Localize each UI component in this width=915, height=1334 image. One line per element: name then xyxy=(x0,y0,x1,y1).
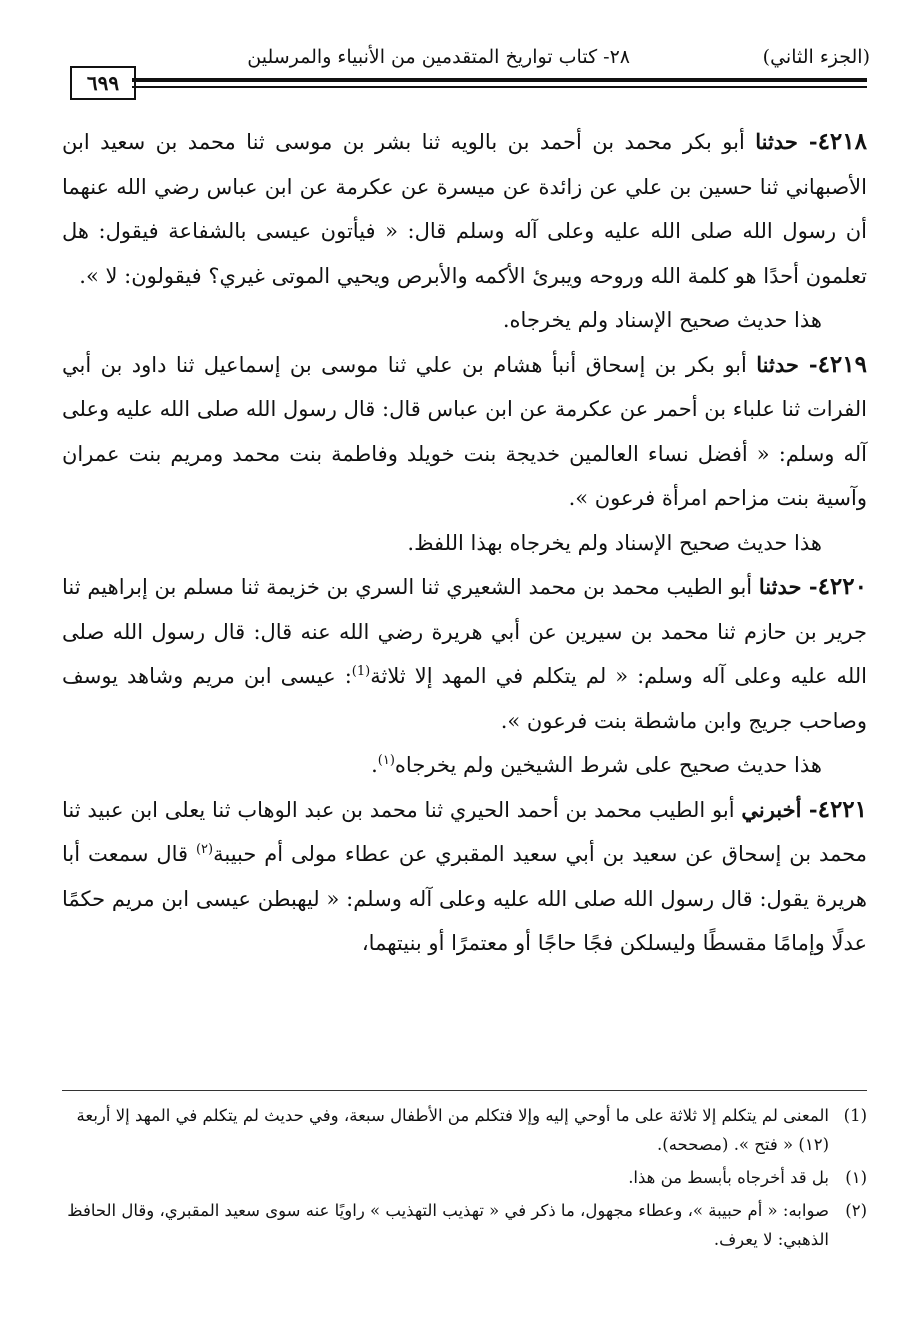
verdict-end: . xyxy=(371,753,378,777)
footnote-mark: (١) xyxy=(845,1168,867,1187)
footnote-ref: (1) xyxy=(351,664,371,679)
footnote-text: بل قد أخرجاه بأبسط من هذا. xyxy=(628,1168,829,1187)
narration-keyword: حدثنا xyxy=(756,351,799,377)
hadith-text: أبو بكر محمد بن أحمد بن بالويه ثنا بشر بن موسى ثنا محمد بن سعيد ابن الأصبهاني ثنا حسين بن علي عن زائدة عن ميسرة عن عكرمة عن ابن عباس رضي الله عنهما أن رسول الله صلى الله عليه وعلى آله وسلم قال: « فيأتون عيسى بالشفاعة فيقول: هل تعلمون أحدًا هو كلمة الله وروحه ويبرئ الأكمه والأبرص ويحيي الموتى غيري؟ فيقولون: لا ». xyxy=(62,130,867,288)
footnote-ref: (٢) xyxy=(195,842,214,857)
narration-keyword: أخبرني xyxy=(741,796,802,822)
verdict-text: هذا حديث صحيح على شرط الشيخين ولم يخرجاه xyxy=(394,753,822,777)
footnote-text: المعنى لم يتكلم إلا ثلاثة على ما أوحي إليه وإلا فتكلم من الأطفال سبعة، وفي حديث لم يتكلم في المهد إلا أربعة (١٢) « فتح ». (مصححه). xyxy=(76,1106,829,1154)
footnotes xyxy=(62,1101,867,1258)
hadith-text-cont: قال سمعت أبا هريرة يقول: قال رسول الله صلى الله عليه وعلى آله وسلم: « ليهبطن عيسى ابن مريم حكمًا عدلًا وإمامًا مقسطًا وليسلكن فجًا حاجًا أو معتمرًا أو بنيتهما، xyxy=(62,842,867,955)
page-number: ٦٩٩ xyxy=(70,66,136,100)
hadith-text: أبو بكر بن إسحاق أنبأ هشام بن علي ثنا موسى بن إسماعيل ثنا داود بن أبي الفرات ثنا علباء بن أحمر عن عكرمة عن ابن عباس قال: قال رسول الله صلى الله عليه وعلى آله وسلم: « أفضل نساء العالمين خديجة بنت خويلد وفاطمة بنت محمد ومريم بنت عمران وآسية بنت مزاحم امرأة فرعون ». xyxy=(62,352,867,510)
footnote xyxy=(62,1101,867,1159)
header-rule-thin xyxy=(132,86,867,88)
footnote-divider xyxy=(62,1090,867,1091)
footnote xyxy=(62,1196,867,1254)
footnote-ref: (١) xyxy=(377,753,395,768)
footnote-text: صوابه: « أم حبيبة »، وعطاء مجهول، ما ذكر في « تهذيب التهذيب » راويًا عنه سوى سعيد المقبري، وقال الحافظ الذهبي: لا يعرف. xyxy=(67,1201,829,1249)
footnote xyxy=(62,1163,867,1192)
hadith-text-cont: : عيسى ابن مريم وشاهد يوسف وصاحب جريج وابن ماشطة بنت فرعون ». xyxy=(62,664,867,733)
header-rule xyxy=(132,78,867,82)
hadith-verdict: هذا حديث صحيح الإسناد ولم يخرجاه. xyxy=(502,308,822,332)
hadith-4221: ٤٢٢١- أخبرني أبو الطيب محمد بن أحمد الحيري ثنا محمد بن عبد الوهاب ثنا يعلى ابن عبيد ثنا محمد بن إسحاق عن سعيد بن أبي سعيد المقبري عن عطاء مولى أم حبيبة$^{(٢)}$ قال سمعت أبا هريرة يقول: قال رسول الله صلى الله عليه وعلى آله وسلم: « ليهبطن عيسى ابن مريم حكمًا عدلًا وإمامًا مقسطًا وليسلكن فجًا حاجًا أو معتمرًا أو بنيتهما، xyxy=(62,795,868,955)
hadith-text: أبو الطيب محمد بن محمد الشعيري ثنا السري بن خزيمة ثنا مسلم بن إبراهيم ثنا جرير بن حازم ثنا محمد بن سيرين عن أبي هريرة رضي الله عنه قال: قال رسول الله صلى الله عليه وعلى آله وسلم: « لم يتكلم في المهد إلا ثلاثة xyxy=(62,575,868,688)
chapter-title: ٢٨- كتاب تواريخ المتقدمين من الأنبياء والمرسلين xyxy=(247,46,630,68)
footnote-mark: (٢) xyxy=(845,1201,867,1220)
hadith-text: أبو الطيب محمد بن أحمد الحيري ثنا محمد بن عبد الوهاب ثنا يعلى ابن عبيد ثنا محمد بن إسحاق عن سعيد بن أبي سعيد المقبري عن عطاء مولى أم حبيبة xyxy=(62,797,867,866)
narration-keyword: حدثنا xyxy=(758,574,802,599)
hadith-4220: ٤٢٢٠- حدثنا أبو الطيب محمد بن محمد الشعيري ثنا السري بن خزيمة ثنا مسلم بن إبراهيم ثنا جرير بن حازم ثنا محمد بن سيرين عن أبي هريرة رضي الله عنه قال: قال رسول الله صلى الله عليه وعلى آله وسلم: « لم يتكلم في المهد إلا ثلاثة$^{(1)}$: عيسى ابن مريم وشاهد يوسف وصاحب جريج وابن ماشطة بنت فرعون ». xyxy=(62,573,868,733)
hadith-verdict xyxy=(62,743,867,788)
narration-keyword: حدثنا xyxy=(755,129,798,154)
hadith-4218: ٤٢١٨- حدثنا أبو بكر محمد بن أحمد بن بالويه ثنا بشر بن موسى ثنا محمد بن سعيد ابن الأصبهاني ثنا حسين بن علي عن زائدة عن ميسرة عن عكرمة عن ابن عباس رضي الله عنهما أن رسول الله صلى الله عليه وعلى آله وسلم قال: « فيأتون عيسى بالشفاعة فيقول: هل تعلمون أحدًا هو كلمة الله وروحه ويبرئ الأكمه والأبرص ويحيي الموتى غيري؟ فيقولون: لا ». xyxy=(62,128,867,288)
hadith-number: ٤٢٢١ xyxy=(817,795,868,823)
running-head xyxy=(60,40,870,76)
hadith-number: ٤٢٢٠ xyxy=(817,573,867,600)
hadith-number: ٤٢١٨ xyxy=(817,128,867,155)
hadith-4219: ٤٢١٩- حدثنا أبو بكر بن إسحاق أنبأ هشام بن علي ثنا موسى بن إسماعيل ثنا داود بن أبي الفرات ثنا علباء بن أحمر عن عكرمة عن ابن عباس قال: قال رسول الله صلى الله عليه وعلى آله وسلم: « أفضل نساء العالمين خديجة بنت خويلد وفاطمة بنت محمد ومريم بنت عمران وآسية بنت مزاحم امرأة فرعون ». xyxy=(62,350,867,510)
main-text xyxy=(62,120,867,966)
volume-label: (الجزء الثاني) xyxy=(762,46,870,68)
hadith-number: ٤٢١٩ xyxy=(817,350,867,378)
footnote-mark: (1) xyxy=(843,1106,867,1125)
hadith-verdict: هذا حديث صحيح الإسناد ولم يخرجاه بهذا اللفظ. xyxy=(407,530,822,555)
